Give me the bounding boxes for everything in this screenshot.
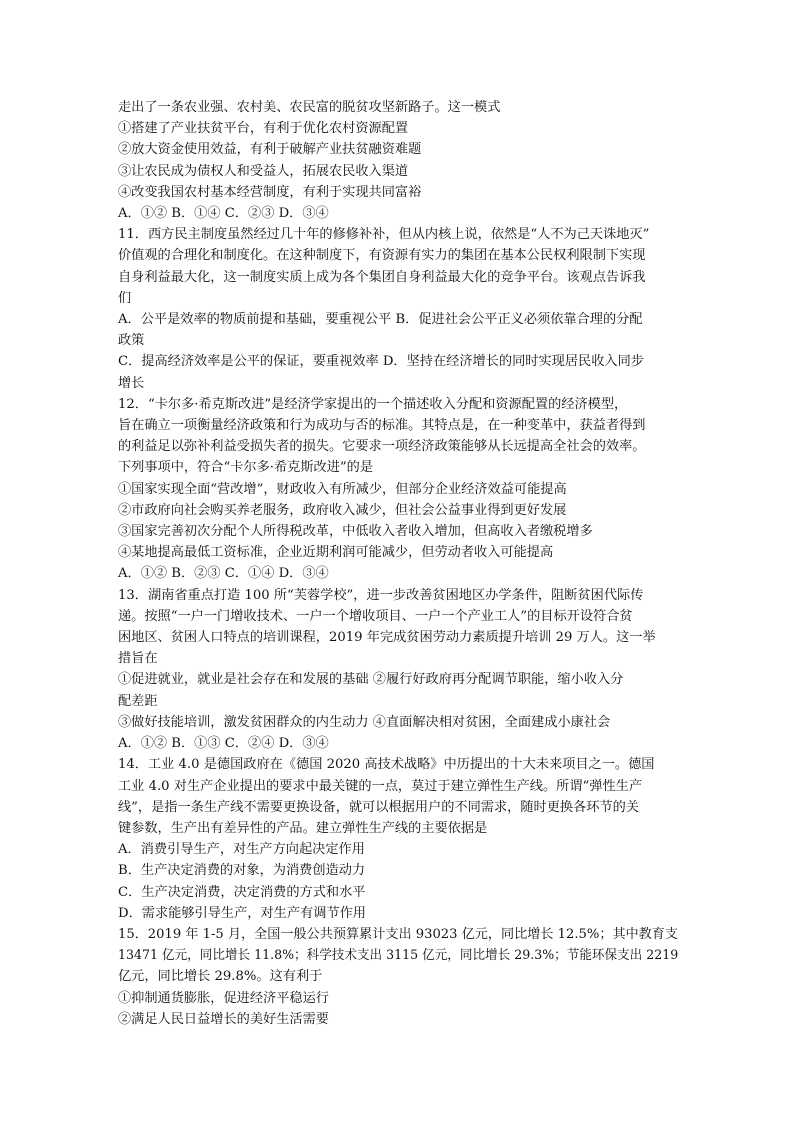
text-line: 配差距 [118,693,158,709]
text-line: A．①② B．①③ C．②④ D．③④ [118,736,329,752]
text-line: 11．西方民主制度虽然经过几十年的修修补补，但从内核上说，依然是“人不为己天诛地灭” [118,227,650,243]
text-line: ①国家实现全面“营改增”，财政收入有所减少，但部分企业经济效益可能提高 [118,481,567,497]
text-line: 增长 [118,375,145,391]
text-line: 走出了一条农业强、农村美、农民富的脱贫攻坚新路子。这一模式 [118,100,501,115]
text-line: 们 [118,290,132,306]
text-line: ③让农民成为债权人和受益人，拓展农民收入渠道 [118,163,409,179]
text-line: ③国家完善初次分配个人所得税改革，中低收入者收入增加，但高收入者缴税增多 [118,524,593,540]
text-line: ④某地提高最低工资标准，企业近期利润可能减少，但劳动者收入可能提高 [118,545,554,561]
text-line: 13471 亿元，同比增长 11.8%；科学技术支出 3115 亿元，同比增长 29.3%；节能环保支出 2219 [118,948,679,964]
text-line: 困地区、贫困人口特点的培训课程，2019 年完成贫困劳动力素质提升培训 29 万人。这一举 [118,630,656,646]
text-line: 键参数，生产出有差异性的产品。建立弹性生产线的主要依据是 [118,820,488,836]
text-line: 价值观的合理化和制度化。在这种制度下，有资源有实力的集团在基本公民权利限制下实现 [118,248,646,264]
text-line: D．需求能够引导生产，对生产有调节作用 [118,905,366,921]
text-line: ②满足人民日益增长的美好生活需要 [118,1011,329,1027]
text-line: 亿元，同比增长 29.8%。这有利于 [118,969,323,985]
text-line: ②放大资金使用效益，有利于破解产业扶贫融资难题 [118,142,422,158]
text-line: 的利益足以弥补利益受损失者的损失。它要求一项经济政策能够从长远提高全社会的效率。 [118,439,646,455]
text-line: C．生产决定消费，决定消费的方式和水平 [118,884,366,900]
text-line: A．消费引导生产，对生产方向起决定作用 [118,842,365,858]
text-line: A．①② B．①④ C．②③ D．③④ [118,206,329,222]
text-line: C．提高经济效率是公平的保证，要重视效率 D．坚持在经济增长的同时实现居民收入同步 [118,354,644,370]
text-line: ④改变我国农村基本经营制度，有利于实现共同富裕 [118,184,422,200]
text-line: ①抑制通货膨胀，促进经济平稳运行 [118,990,329,1006]
text-line: ②市政府向社会购买养老服务，政府收入减少，但社会公益事业得到更好发展 [118,502,567,518]
text-line: 措旨在 [118,651,158,667]
text-line: 12．“卡尔多·希克斯改进”是经济学家提出的一个描述收入分配和资源配置的经济模型， [118,396,628,412]
text-line: 递。按照“一户一门增收技术、一户一个增收项目、一户一个产业工人”的目标开设符合贫 [118,608,633,624]
document-page [118,97,678,1030]
text-line: 工业 4.0 对生产企业提出的要求中最关键的一点，莫过于建立弹性生产线。所谓“弹性生产 [118,778,643,794]
text-line: 自身利益最大化，这一制度实质上成为各个集团自身利益最大化的竞争平台。该观点告诉我 [118,269,646,285]
text-line: 14．工业 4.0 是德国政府在《德国 2020 高技术战略》中历提出的十大未来项目之一。德国 [118,757,655,773]
text-line: 15．2019 年 1-5 月，全国一般公共预算累计支出 93023 亿元，同比增长 12.5%；其中教育支 [118,926,679,942]
text-line: 政策 [118,333,145,349]
text-line: A．①② B．②③ C．①④ D．③④ [118,566,329,582]
text-line: 线”，是指一条生产线不需要更换设备，就可以根据用户的不同需求，随时更换各环节的关 [118,799,640,815]
text-line: 旨在确立一项衡量经济政策和行为成功与否的标准。其特点是，在一种变革中，获益者得到 [118,418,646,434]
text-line: 13．湖南省重点打造 100 所“芙蓉学校”，进一步改善贫困地区办学条件，阻断贫困代际传 [118,587,644,603]
text-line: 下列事项中，符合“卡尔多·希克斯改进”的是 [118,460,374,476]
text-line: B．生产决定消费的对象，为消费创造动力 [118,863,366,879]
text-line: ①促进就业，就业是社会存在和发展的基础 ②履行好政府再分配调节职能，缩小收入分 [118,672,624,688]
text-line: ③做好技能培训，激发贫困群众的内生动力 ④直面解决相对贫困，全面建成小康社会 [118,714,611,730]
text-line: A．公平是效率的物质前提和基础，要重视公平 B．促进社会公平正义必须依靠合理的分配 [118,312,643,328]
text-line: ①搭建了产业扶贫平台，有利于优化农村资源配置 [118,121,409,137]
